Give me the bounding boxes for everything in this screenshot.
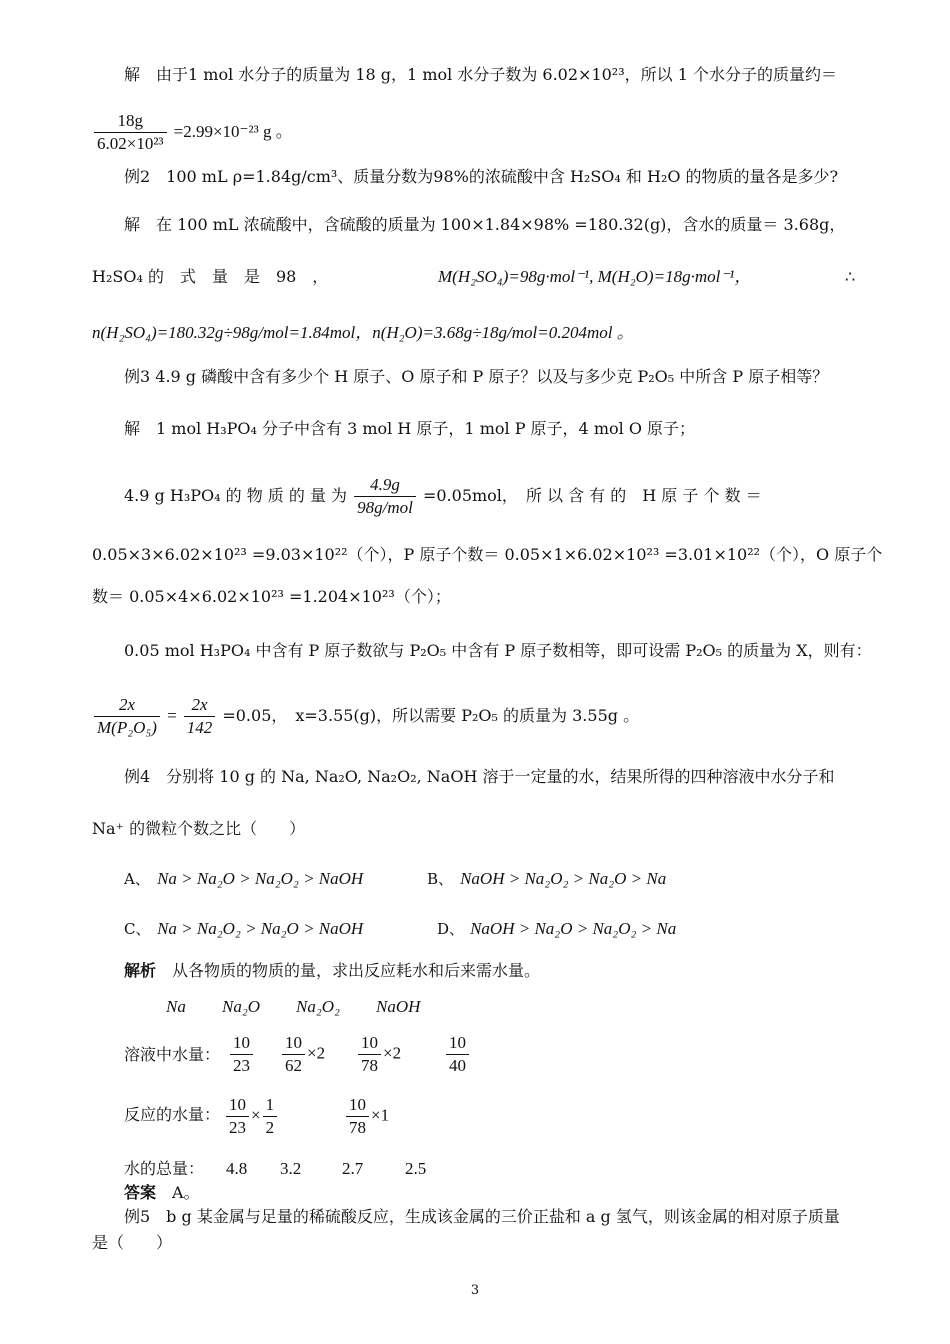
atom-count-line-2 — [92, 586, 451, 608]
solution-2-line — [124, 214, 845, 236]
numerator: 10 — [346, 1094, 369, 1117]
example-5-line — [124, 1206, 840, 1228]
column-header: Na — [166, 997, 186, 1016]
reaction-water-1 — [224, 1094, 279, 1139]
text-line: 例3 4.9 g 磷酸中含有多少个 H 原子、O 原子和 P 原子？以及与多少克 P₂O₅ 中所含 P 原子相等？ — [124, 367, 829, 386]
row-label: 反应的水量： — [124, 1105, 221, 1124]
denominator: 78 — [361, 1056, 378, 1075]
numerator: 10 — [282, 1032, 305, 1055]
answer-value: A。 — [172, 1183, 200, 1202]
denominator: 98g/mol — [357, 498, 413, 517]
fraction — [446, 1032, 469, 1077]
answer-line — [124, 1182, 200, 1204]
column-header: NaOH — [376, 997, 421, 1016]
solution-water-2 — [280, 1032, 325, 1077]
text-line: =0.05， x=3.55(g)，所以需要 P₂O₅ 的质量为 3.55g 。 — [222, 706, 640, 725]
solution-3-line — [124, 418, 695, 440]
numerator: 2x — [94, 694, 160, 717]
option-key: D、 — [437, 920, 465, 938]
therefore-symbol — [845, 266, 855, 288]
option-text: NaOH > Na₂O₂ > Na₂O > Na — [460, 869, 667, 888]
fraction — [230, 1032, 253, 1077]
text-line: 0.05×3×6.02×10²³ =9.03×10²²（个），P 原子个数＝ 0.05×1×6.02×10²³ =3.01×10²²（个），O 原子个 — [92, 545, 883, 564]
page-number: 3 — [470, 1283, 480, 1298]
multiplier: ×1 — [371, 1105, 390, 1125]
row-label: 水的总量： — [124, 1159, 205, 1178]
molar-mass-line — [438, 266, 751, 288]
text-line: 解 在 100 mL 浓硫酸中，含硫酸的质量为 100×1.84×98% =180.32(g)，含水的质量＝ 3.68g， — [124, 215, 846, 234]
solution-1-fraction-line — [92, 110, 293, 155]
analysis-line — [124, 960, 540, 982]
multiplier: ×2 — [383, 1043, 402, 1063]
formula-weight-label — [92, 266, 328, 288]
option-text: Na > Na₂O₂ > Na₂O > NaOH — [157, 919, 364, 938]
text-line: 0.05 mol H₃PO₄ 中含有 P 原子数欲与 P₂O₅ 中含有 P 原子数相等，即可设需 P₂O₅ 的质量为 X，则有： — [124, 641, 872, 660]
fraction — [263, 1094, 278, 1139]
text-line: 4.9 g H₃PO₄ 的 物 质 的 量 为 — [124, 486, 348, 505]
option-text: NaOH > Na₂O > Na₂O₂ > Na — [470, 919, 677, 938]
solution-3-fraction-line — [124, 474, 762, 519]
fraction — [184, 694, 216, 739]
denominator: 78 — [349, 1118, 366, 1137]
solution-water-1 — [228, 1032, 255, 1077]
atom-count-line — [92, 544, 882, 566]
denominator: 62 — [285, 1056, 302, 1075]
denominator: 40 — [449, 1056, 466, 1075]
multiplier: × — [251, 1105, 261, 1125]
answer-label: 答案 — [124, 1183, 157, 1202]
text-line: 例2 100 mL ρ=1.84g/cm³、质量分数为98%的浓硫酸中含 H₂SO₄ 和 H₂O 的物质的量各是多少? — [124, 167, 839, 186]
analysis-label: 解析 — [124, 961, 157, 980]
numerator: 10 — [358, 1032, 381, 1055]
text-line: M(H₂SO₄)=98g·mol⁻¹, M(H₂O)=18g·mol⁻¹， — [438, 267, 752, 286]
numerator: 10 — [230, 1032, 253, 1055]
numerator: 10 — [226, 1094, 249, 1117]
total-value: 3.2 — [280, 1159, 302, 1178]
equals-sign: = — [167, 706, 177, 725]
text-line: =0.05mol， 所 以 含 有 的 H 原 子 个 数 ＝ — [422, 486, 762, 505]
option-key: C、 — [124, 920, 151, 938]
text-line: 例5 b g 某金属与足量的稀硫酸反应，生成该金属的三价正盐和 a g 氢气，则该金属的相对原子质量 — [124, 1207, 840, 1226]
text-line: Na⁺ 的微粒个数之比（ ） — [92, 819, 306, 838]
denominator: 23 — [229, 1118, 246, 1137]
example-5-line-2 — [92, 1232, 172, 1254]
example-3-line — [124, 366, 828, 388]
denominator: 6.02×10²³ — [97, 134, 164, 153]
option-a — [124, 868, 363, 890]
option-d — [437, 918, 676, 940]
numerator: 4.9g — [354, 474, 416, 497]
option-text: Na > Na₂O > Na₂O₂ > NaOH — [157, 869, 364, 888]
numerator: 1 — [263, 1094, 278, 1117]
row-label: 溶液中水量： — [124, 1045, 221, 1064]
text-line: =2.99×10⁻²³ g 。 — [173, 122, 293, 141]
numerator: 10 — [446, 1032, 469, 1055]
denominator: 2 — [265, 1118, 275, 1137]
p2o5-equation-line — [92, 694, 639, 739]
denominator: M(P₂O₅) — [97, 718, 157, 737]
fraction — [358, 1032, 381, 1077]
text-line: 例4 分别将 10 g 的 Na, Na₂O, Na₂O₂, NaOH 溶于一定量的水，结果所得的四种溶液中水分子和 — [124, 767, 835, 786]
numerator: 18g — [94, 110, 167, 133]
p2o5-setup-line — [124, 640, 872, 662]
denominator: 142 — [186, 718, 213, 737]
fraction — [282, 1032, 305, 1077]
column-header: Na₂O₂ — [296, 997, 340, 1016]
option-key: B、 — [427, 870, 454, 888]
fraction — [354, 474, 416, 519]
numerator: 2x — [184, 694, 216, 717]
solution-water-3 — [356, 1032, 401, 1077]
text-line: ∴ — [845, 267, 856, 286]
text-line: 从各物质的物质的量，求出反应耗水和后来需水量。 — [172, 961, 541, 980]
option-key: A、 — [124, 870, 150, 888]
example-4-line — [124, 766, 835, 788]
option-c — [124, 918, 363, 940]
fraction — [94, 694, 160, 739]
text-line: n(H₂SO₄)=180.32g÷98g/mol=1.84mol，n(H₂O)=3.68g÷18g/mol=0.204mol 。 — [92, 323, 634, 342]
fraction — [94, 110, 167, 155]
total-value: 4.8 — [226, 1159, 248, 1178]
column-header: Na₂O — [222, 997, 261, 1016]
solution-1-line — [124, 64, 837, 86]
example-2-line — [124, 166, 838, 188]
moles-result-line — [92, 322, 634, 344]
text-line: 数＝ 0.05×4×6.02×10²³ =1.204×10²³（个）； — [92, 587, 451, 606]
text-line: H₂SO₄ 的 式 量 是 98 ， — [92, 267, 329, 286]
denominator: 23 — [233, 1056, 250, 1075]
text-line: 是（ ） — [92, 1233, 173, 1252]
total-value: 2.5 — [405, 1159, 427, 1178]
example-4-line-2 — [92, 818, 305, 840]
fraction — [346, 1094, 369, 1139]
solution-water-4 — [444, 1032, 471, 1077]
fraction — [226, 1094, 249, 1139]
total-value: 2.7 — [342, 1159, 364, 1178]
text-line: 解 由于1 mol 水分子的质量为 18 g，1 mol 水分子数为 6.02×10²³，所以 1 个水分子的质量约＝ — [124, 65, 837, 84]
text-line: 解 1 mol H₃PO₄ 分子中含有 3 mol H 原子，1 mol P 原子，4 mol O 原子； — [124, 419, 696, 438]
reaction-water-3 — [344, 1094, 389, 1139]
multiplier: ×2 — [307, 1043, 326, 1063]
option-b — [427, 868, 666, 890]
